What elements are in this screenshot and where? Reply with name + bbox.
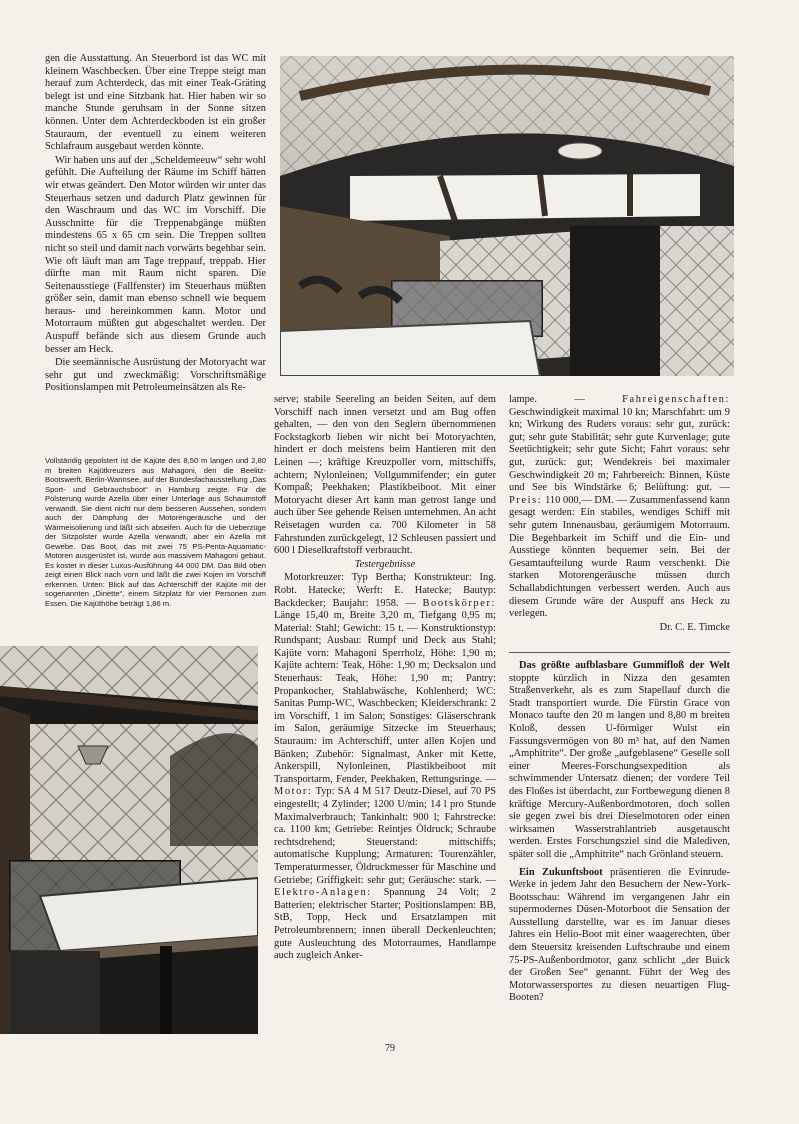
label-bootskoerper: Bootskörper: [422, 597, 496, 609]
news-lead-zukunftsboot: Ein Zukunftsboot [519, 866, 603, 878]
news-text-gummifloss: stoppte kürzlich in Nizza den gesamten Straßenverkehr, als es zum Stapellauf durch die Stadt transportiert wurde. Die Fürstin Grace von Monaco taufte den 20 m langen und 8,80 m breiten Koloß, dessen U-förmiger Wulst ein Fassungsvermögen von 80 m³ hat, auf den Namen „Amphitrite“. Der große „aufgeblasene“ Geselle soll einer Meeres-Forschungsexpedition als schwimmender Untersatz dienen; der vordere Teil des Floßes ist überdacht, zur Fortbewegung dienen 8 kräftige Mercury-Außenbordmotoren, doch sollen sie gegen zwei bis drei Dieselmotoren oder einen wirksamen Wasserstrahlantrieb ausgetauscht werden. Erstes Forschungsziel sind die Malediven, später soll die „Amphitrite“ nach Grönland steuern. [509, 672, 730, 860]
label-elektro: Elektro-Anlagen: [274, 887, 372, 899]
label-fahreigenschaften: Fahreigenschaften: [622, 394, 730, 405]
paragraph: Die seemännische Ausrüstung der Motoryacht war sehr gut und zweckmäßig: Vorschriftsmäßige Positionslampen mit Petroleumeinsätzen als Re- [45, 357, 266, 394]
label-preis: Preis: [509, 494, 543, 506]
label-motor: Motor: [274, 786, 313, 798]
paragraph: gen die Ausstattung. An Steuerbord ist das WC mit kleinem Waschbecken. Über eine Treppe steigt man herauf zum Achterdeck, das mit einer Teak-Gräting belegt ist und eine Sitzbank hat. Hier haben wir so manche Stunde geruhsam in der Sonne sitzen können. Unter dem Achterdeckboden ist ein großer Stauraum, der eventuell zu einem weiteren Schlafraum ausgebaut werden könnte. [45, 53, 266, 153]
page-number: 79 [385, 1043, 395, 1054]
cabin-photo-forward [280, 56, 734, 376]
cabin-photo-dinette [0, 646, 258, 1034]
news-item-gummifloss [509, 660, 730, 862]
news-item-zukunftsboot [509, 867, 730, 1006]
news-text-zukunftsboot: präsentieren die Evinrude-Werke in jedem Jahr den Besuchern der New-York-Bootsschau: Während im vergangenen Jahr ein supermodernes Düsen-Motorboot die Sensation der Ausstellung darstellte, war es im Januar dieses Jahres ein Helio-Boot mit einer waagerechten, über dem Steuersitz kreisenden Luftschraube und einem 75-PS-Außenbordmotor, ganz schlicht „der Buick der Großen See“ genannt. Führt der Weg des Motorwassersportes zu diesen neuartigen Flug-Booten? [509, 866, 730, 1004]
paragraph: Wir haben uns auf der „Scheldemeeuw“ sehr wohl gefühlt. Die Aufteilung der Räume im Schiff hätten wir etwas geändert. Den Motor würden wir unter das Steuerhaus setzen und dadurch Platz gewinnen für den Waschraum und das WC im Vorschiff. Die Ausschnitte für die Treppenabgänge müßten mindestens 65 x 65 cm sein. Die Treppen sollten nicht so steil und damit nach vorwärts begehbar sein. Wie oft läuft man am Tage treppauf, treppab. Hier dürfte man mit Raum nicht sparen. Die Seitenausstiege (Fallfenster) im Steuerhaus müßten größer sein, damit man ebenso schnell wie bequem heraus- und hereinkommen kann. Motor und Motorraum müßten gut abgeschaltet werden. Der Auspuff befände sich aus diesem Grunde auch besser am Heck. [45, 154, 266, 355]
motor-text: Typ: SA 4 M 517 Deutz-Diesel, auf 70 PS eingestellt; 4 Zylinder; 1200 U/min; 14 l pro Stunde Maximalverbrauch; Tankinhalt: 900 l; Fahrstrecke: ca. 1100 km; Getriebe: Reintjes Öldruck; Schraube rechtsdrehend; Steuerstand: mittschiffs; automatische Kupplung; Armaturen: Tourenzähler, Temperaturmesser, Öldruckmesser für Maschine und Getriebe; Griffigkeit: sehr gut; Geräusche: stark. — [274, 786, 496, 886]
cabin-illustration-forward [280, 56, 734, 376]
column-3-news [509, 660, 730, 1042]
column-3-text [509, 394, 730, 644]
author-signature: Dr. C. E. Timcke [659, 621, 730, 633]
photo-caption [45, 456, 266, 636]
bootskoerper-text: Länge 15,40 m, Breite 3,20 m, Tiefgang 0,95 m; Material: Stahl; Gewicht: 15 t. — Konstruktionstyp: Rundspant; Ausbau: Rumpf und Deck aus Stahl; Kajüte vorn: Mahagoni Sperrholz, Höhe: 1,90 m; Kajüte achtern: Teak, Höhe: 1,90 m; Decksalon und Steuerhaus: Teak, Höhe: 1,90 m; Pantry: Propankocher, Stahlabwäsche, Kohlenherd; WC: Sanitas Pump-WC, Waschbecken; Kleiderschrank: 2 im Vorschiff, 1 im Salon; Sonstiges: Gläserschrank im Salon, geräumige Sitzecke im Steuerhaus; Stauraum: im Achterschiff, unter allen Kojen und Bänken; Zubehör: Signalmast, Anker mit Kette, Ankerspill, Nylonleinen, Plastikbeiboot mit Transportarm, Fender, Peekhaken, Rettungsringe. — [274, 610, 496, 785]
paragraph: serve; stabile Seereling an beiden Seiten, auf dem Vorschiff nach innen versetzt und am Bug offen gehalten, — den von den Seglern übernommenen Fockstagkorb lieben wir nicht bei Motoryachten, hindert er doch meistens beim Hantieren mit den Leinen —; kräftige Kreuzpoller vorn, mittschiffs, achtern; Nylonleinen; Vollgummifender; ein guter Kompaß; Peekhaken; Plastikbeiboot. Mit einer Motoryacht dieser Art kann man getrost lange und auch über See gehende Reisen unternehmen. An acht Reisetagen wurden ca. 700 Kilometer in 58 Fahrstunden zurückgelegt, 12 Schleusen passiert und 600 l Dieselkraftstoff verbraucht. [274, 394, 496, 557]
cabin-illustration-dinette [0, 646, 258, 1034]
section-divider [509, 652, 730, 653]
column-1-text [45, 53, 266, 445]
elektro-text: Spannung 24 Volt; 2 Batterien; elektrischer Starter; Positionslampen: BB, StB, Topp, Heck und Ersatzlampen mit Petroleumbrennern; innen überall Deckenleuchten; gute Ausleuchtung des Motorraumes, Handlampe auch zugleich Anker- [274, 887, 496, 962]
fahreigenschaften-text: Geschwindigkeit maximal 10 kn; Marschfahrt: um 9 kn; Wirkung des Ruders voraus: sehr gut, zurück: gut; sehr gute Stabilität; sehr gute Kurvenlage; gute Seetüchtigkeit; sehr gute Sicht; Fahrt voraus: sehr gut, zurück: gut; Wendekreis bei maximaler Geschwindigkeit 20 m; Fahrbereich: Binnen, Küste und See bis Windstärke 6; Belüftung: gut. — [509, 406, 730, 494]
news-lead-gummifloss: Das größte aufblasbare Gummifloß der Welt [519, 660, 730, 671]
column-2-text [274, 394, 496, 1042]
caption-text: Vollständig gepolstert ist die Kajüte des 8,50 m langen und 2,80 m breiten Kajütkreuzers aus Mahagoni, den die Beelitz-Bootswerft, Berlin-Wannsee, auf der Bundesfachausstellung „Das Sport- und Gebrauchsboot“ in Hamburg zeigte. Für die Polsterung wurde Azella über einer Unterlage aus Schaumstoff verwandt. Sie dient nicht nur dem besseren Aussehen, sondern auch der Dämpfung der Motorengeräusche und der Wärmeisolierung und läßt sich abseifen. Auch für die Ueberzüge der Sitzpolster wurde Azella verwandt, aber ein Azella mit Gewebe. Das Boot, das mit zwei 75 PS-Penta-Aquamatic-Motoren ausgerüstet ist, wurde aus massivem Mahagoni gebaut. Es kostet in dieser Luxus-Ausführung 44 000 DM. Das Bild oben zeigt einen Blick nach vorn und läßt die zwei Kojen im Vorschiff erkennen. Unten: Blick auf das Achterschiff der Kajüte mit der sogenannten „Dinette“, einem Sitzplatz für vier Personen zum Essen. Die Kajüthöhe beträgt 1,86 m. [45, 456, 266, 608]
section-heading-testergebnisse: Testergebnisse [354, 558, 416, 570]
test-results-paragraph [274, 572, 496, 962]
preis-text: 110 000,— DM. — Zusammenfassend kann gesagt werden: Ein stabiles, wendiges Schiff mit sehr gutem Innenausbau, geräumigem Motorraum. Die Begehbarkeit im Schiff und die Ein- und Ausstiege könnten bequemer sein. Bei der Gesamtaufteilung wurde Raum verschenkt. Die starken Motorengeräusche müssen durch Schallabdichtungen verbessert werden. Auch aus diesem Grunde wäre der Auspuff ans Heck zu verlegen. [509, 494, 730, 620]
text: lampe. — [509, 394, 585, 405]
test-intro: Motorkreuzer: Typ Bertha; Konstrukteur: Ing. Robt. Hatecke; Werft: E. Hatecke; Bautyp: Backdecker; Baujahr: 1958. — [274, 572, 496, 609]
paragraph [509, 394, 730, 621]
